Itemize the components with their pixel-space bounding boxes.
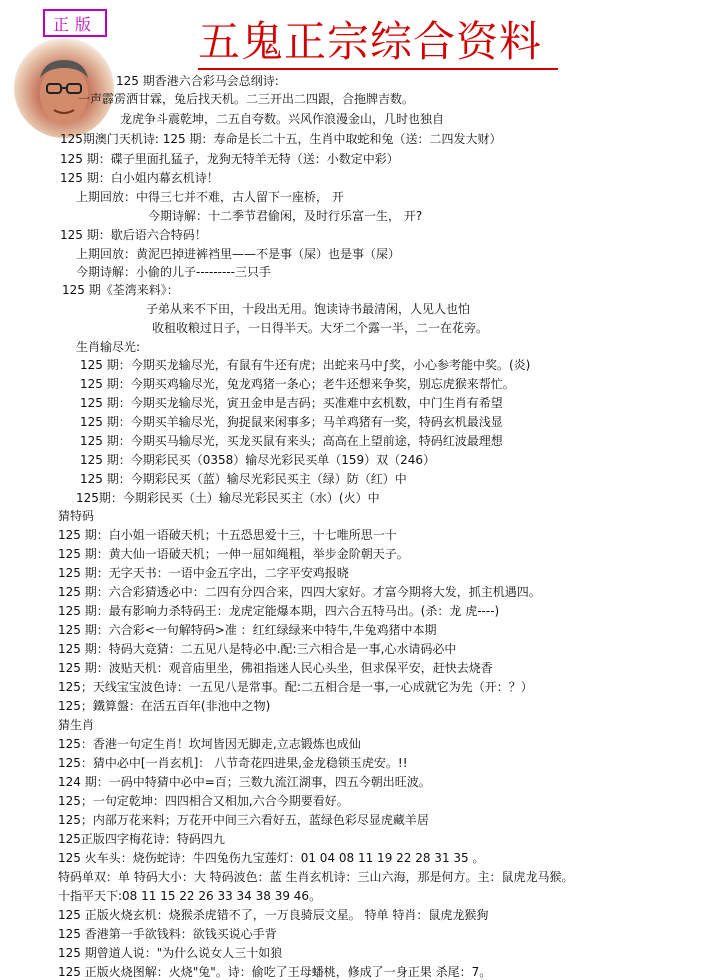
text-line: 125：猜中必中[一肖玄机]： 八节奇花四进果,金龙稳锁玉虎安。!! — [58, 756, 408, 770]
text-line: 125 期：今期买龙输尽光，有鼠有牛还有虎；出蛇来马中∫奖，小心参考能中奖。(炎) — [80, 358, 531, 372]
text-line: 125 期：波贴天机：观音庙里坐，佛祖指迷人民心头坐，但求保平安，赶快去烧香 — [58, 661, 493, 675]
text-line: 今期诗解：十二季节君偷闲，及时行乐富一生， 开? — [148, 209, 423, 223]
text-line: 125 期《荃湾来料》： — [62, 283, 179, 297]
text-line: 125 期：特码大竞猜：二五见八是特必中.配:三六相合是一事,心水请码必中 — [58, 642, 457, 656]
text-line: 125；内部万花来料；万花开中间三六看好五，蓝绿色彩尽显虎藏羊居 — [58, 813, 429, 827]
text-line: 猜特码 — [58, 509, 95, 523]
text-line: 125正版四字梅花诗：特码四九 — [58, 832, 225, 846]
text-line: 125期：今期彩民买（土）输尽光彩民买主（水）(火）中 — [76, 491, 380, 505]
text-line: 特码单双：单 特码大小：大 特码波色：蓝 生肖玄机诗：三山六海，那是何方。主：鼠虎龙马猴。 — [58, 870, 574, 884]
text-line: 125 正版火烧图解：火烧"兔"。诗：偷吃了王母蟠桃，修成了一身正果 杀尾：7。 — [58, 965, 492, 979]
text-line: 125 期：黄大仙一语破天机；一伸一屈如绳粗，举步金阶朝天子。 — [58, 547, 409, 561]
text-line: 125 期：今期彩民买（0358）输尽光彩民买单（159）双（246） — [80, 453, 436, 467]
text-line: 125 期：今期买羊输尽光，狗捉鼠来闲事多；马羊鸡猪有一奖，特码玄机最浅显 — [80, 415, 503, 429]
text-line: 上期回放：黄泥巴掉进裤裆里——不是事（屎）也是事（屎） — [76, 247, 401, 261]
genuine-badge: 正版 — [43, 9, 107, 37]
text-line: 125 期：今期彩民买（蓝）输尽光彩民买主（绿）防（红）中 — [80, 472, 407, 486]
text-line: 125 期：六合彩<一句解特码>准 ：红红绿绿来中特牛,牛兔鸡猪中本期 — [58, 623, 437, 637]
page-title: 五鬼正宗综合资料 — [198, 16, 558, 70]
text-line: 十指平天下:08 11 15 22 26 33 34 38 39 46。 — [58, 889, 322, 903]
text-line: 收租收粮过日子，一日得半天。大牙二个露一半，二一在花旁。 — [152, 321, 489, 335]
portrait-image — [14, 38, 114, 138]
text-line: 龙虎争斗震乾坤，二五自夸数。兴风作浪漫金山，几时也独自 — [120, 112, 445, 126]
text-line: 125 期：今期买鸡输尽光，兔龙鸡猪一条心；老牛还想来争奖，别忘虎猴来帮忙。 — [80, 377, 515, 391]
text-line: 125；天线宝宝波色诗：一五见八是常事。配:二五相合是一事,一心成就它为先（开：？） — [58, 680, 533, 694]
text-line: 上期回放：中得三七并不难，古人留下一座桥， 开 — [76, 190, 344, 204]
text-line: 125 期：今期买龙输尽光，寅丑金申是吉码；买准难中玄机数，中门生肖有希望 — [80, 396, 503, 410]
text-line: 猜生肖 — [58, 718, 95, 732]
text-line: 125 正版火烧玄机：烧猴杀虎错不了，一万良骑辰文星。 特单 特肖：鼠虎龙猴狗 — [58, 908, 489, 922]
text-line: 子弟从来不下田，十段出无用。饱读诗书最清闲，人见人也怕 — [146, 302, 471, 316]
text-line: 125：香港一句定生肖！坎坷皆因无脚走,立志锻炼也成仙 — [58, 737, 361, 751]
text-line: 生肖输尽光: — [76, 340, 141, 354]
text-line: 125 期：无字天书：一语中金五字出，二字平安鸡报晓 — [58, 566, 349, 580]
text-line: 125 期：今期买马输尽光，买龙买鼠有来头；高高在上望前途，特码红波最理想 — [80, 434, 503, 448]
text-line: 125；鐵算盤：在活五百年(非池中之物) — [58, 699, 271, 713]
text-line: 125 期曾道人说："为什么说女人三十如狼 — [58, 946, 283, 960]
text-line: 125 香港第一手欲钱料：欲钱买说心手背 — [58, 927, 277, 941]
text-line: 125 期：白小姐内幕玄机诗！ — [60, 171, 219, 185]
text-line: 今期诗解：小偷的儿子---------三只手 — [76, 265, 271, 279]
text-line: 125 火车头：烧伤蛇诗：牛四兔伤九宝莲灯：01 04 08 11 19 22 28 31 35 。 — [58, 851, 485, 865]
text-line: 125 期：碟子里面扎猛子，龙狗无特羊无特（送：小数定中彩） — [60, 152, 399, 166]
text-line: 125 期：白小姐一语破天机；十五恐思爱十三，十七唯所思一十 — [58, 528, 397, 542]
text-line: 一声霹雳洒甘霖，兔后找天机。二三开出二四跟，合拖牌吉数。 — [78, 92, 415, 106]
avatar-portrait — [14, 38, 114, 138]
text-line: 125；一句定乾坤：四四相合又相加,六合今期要看好。 — [58, 794, 349, 808]
text-line: 125 期：六合彩猜透必中：二四有分四合来，四四大家好。才富今期将大发，抓主机遇四。 — [58, 585, 541, 599]
text-line: 125 期：歇后语六合特码！ — [60, 228, 207, 242]
text-line: 125期澳门天机诗: 125 期：寿命是长二十五，生肖中取蛇和兔（送：二四发大财） — [60, 132, 502, 146]
text-line: 124 期：一码中特猜中必中=百；三数九流江湖事，四五今朝出旺波。 — [58, 775, 431, 789]
text-line: 125 期：最有影响力杀特码王：龙虎定能爆本期，四六合五特马出。(杀：龙 虎----) — [58, 604, 500, 618]
text-line: 125 期香港六合彩马会总纲诗: — [116, 74, 279, 88]
